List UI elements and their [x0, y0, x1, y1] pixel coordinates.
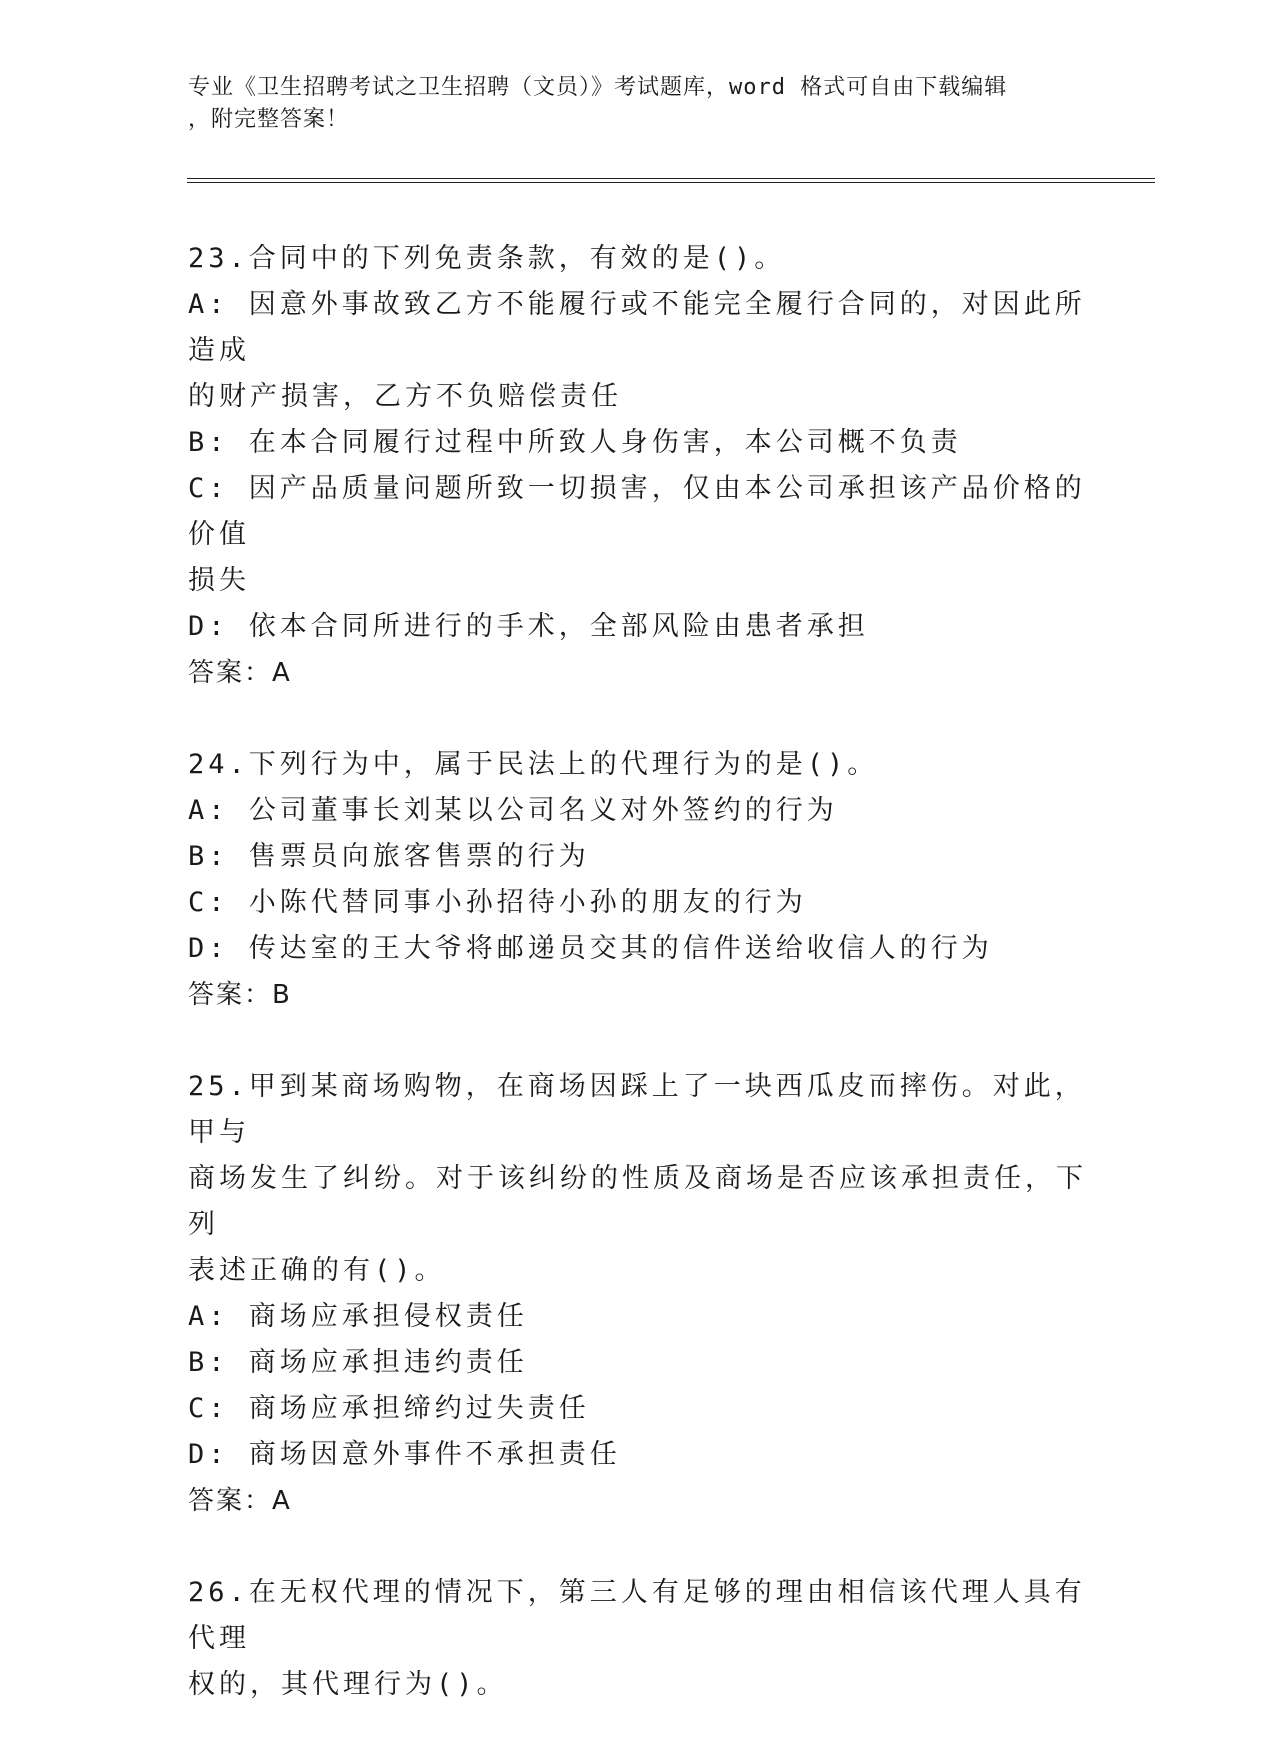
question-stem-continued: 表述正确的有()。 — [188, 1255, 446, 1286]
option-a: A: 因意外事故致乙方不能履行或不能完全履行合同的，对因此所造成 — [188, 289, 1086, 366]
option-a-continued: 的财产损害，乙方不负赔偿责任 — [188, 381, 622, 412]
question-stem: 26.在无权代理的情况下，第三人有足够的理由相信该代理人具有代理 — [188, 1577, 1086, 1654]
option-d: D: 依本合同所进行的手术，全部风险由患者承担 — [188, 611, 869, 642]
option-d: D: 传达室的王大爷将邮递员交其的信件送给收信人的行为 — [188, 933, 993, 964]
question-list — [188, 236, 1088, 1754]
question-stem-continued: 权的，其代理行为()。 — [188, 1669, 508, 1700]
question-23 — [188, 236, 1088, 696]
option-c: C: 小陈代替同事小孙招待小孙的朋友的行为 — [188, 887, 807, 918]
document-header — [188, 72, 1088, 136]
question-25 — [188, 1064, 1088, 1524]
option-b: B: 商场应承担违约责任 — [188, 1347, 528, 1378]
option-b: B: 售票员向旅客售票的行为 — [188, 841, 590, 872]
option-c: C: 因产品质量问题所致一切损害，仅由本公司承担该产品价格的价值 — [188, 473, 1086, 550]
answer-label: 答案：A — [188, 658, 292, 688]
header-divider — [187, 178, 1155, 183]
header-line-1: 专业《卫生招聘考试之卫生招聘（文员）》考试题库，word 格式可自由下载编辑 — [188, 75, 1008, 100]
question-stem-continued: 商场发生了纠纷。对于该纠纷的性质及商场是否应该承担责任，下列 — [188, 1163, 1087, 1240]
question-26 — [188, 1570, 1088, 1708]
header-line-2: ，附完整答案！ — [188, 107, 350, 132]
answer-label: 答案：B — [188, 980, 292, 1010]
question-stem: 24.下列行为中，属于民法上的代理行为的是()。 — [188, 749, 879, 780]
option-b: B: 在本合同履行过程中所致人身伤害，本公司概不负责 — [188, 427, 962, 458]
option-c: C: 商场应承担缔约过失责任 — [188, 1393, 590, 1424]
question-stem: 23.合同中的下列免责条款，有效的是()。 — [188, 243, 786, 274]
option-a: A: 公司董事长刘某以公司名义对外签约的行为 — [188, 795, 838, 826]
option-c-continued: 损失 — [188, 565, 250, 596]
option-a: A: 商场应承担侵权责任 — [188, 1301, 528, 1332]
question-stem: 25.甲到某商场购物，在商场因踩上了一块西瓜皮而摔伤。对此，甲与 — [188, 1071, 1086, 1148]
answer-label: 答案：A — [188, 1486, 292, 1516]
option-d: D: 商场因意外事件不承担责任 — [188, 1439, 621, 1470]
question-24 — [188, 742, 1088, 1018]
